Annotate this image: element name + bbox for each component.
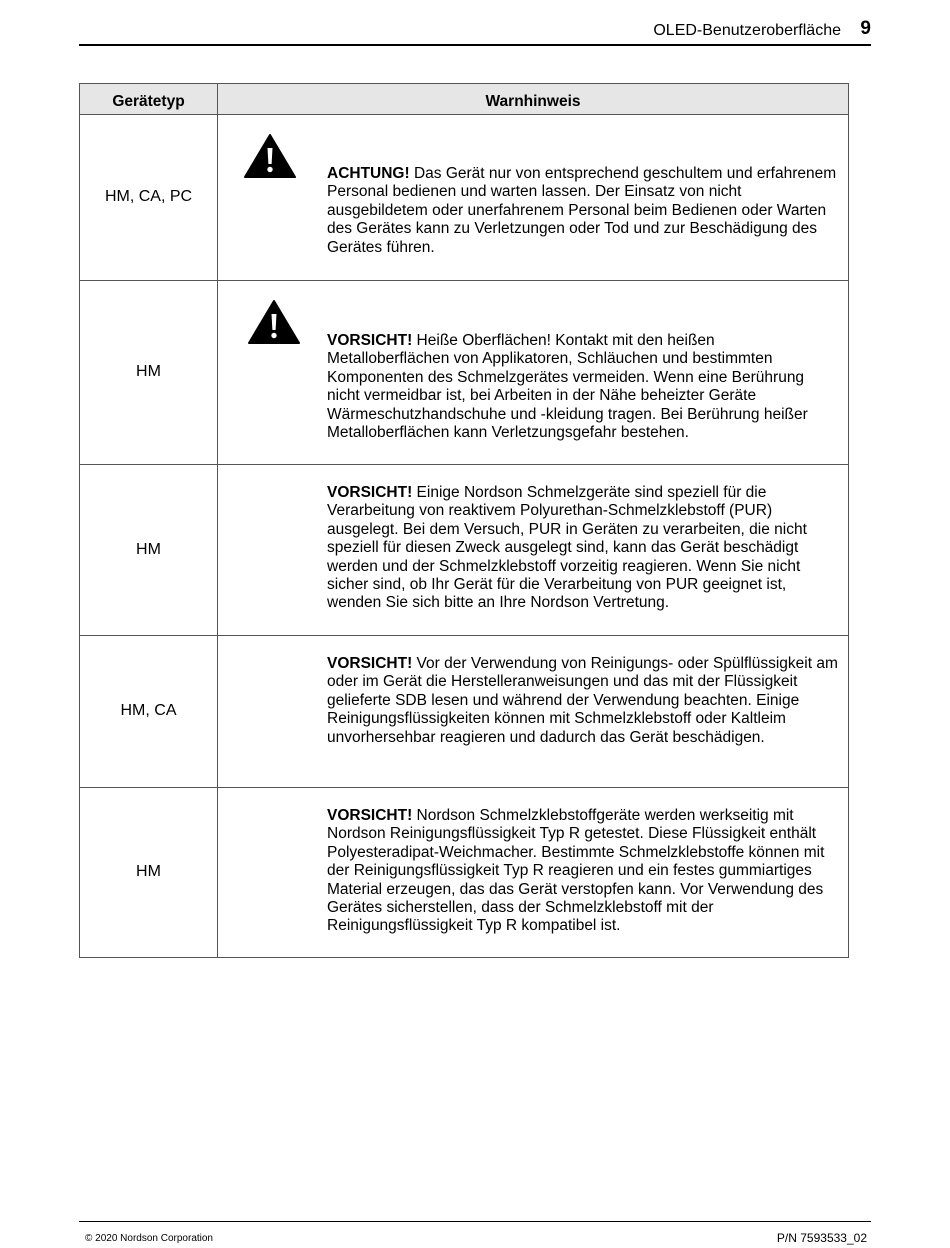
table-header-row <box>80 84 849 115</box>
warning-body: Heiße Oberflächen! Kontakt mit den heißen Metalloberflächen von Applikatoren, Schläuchen und bestimmten Komponenten des Schmelzgerätes vermeiden. Wenn eine Berührung nicht vermeidbar ist, bei Arbeiten in der Nähe beheizter Geräte Wärmeschutzhandschuhe und -kleidung tragen. Bei Berührung heißer Metalloberflächen kann Verletzungsgefahr bestehen. <box>327 332 808 442</box>
warning-triangle-icon <box>243 133 297 179</box>
warning-text <box>327 465 848 613</box>
warning-label: VORSICHT! <box>327 484 413 501</box>
warning-body: Nordson Schmelzklebstoffgeräte werden werkseitig mit Nordson Reinigungsflüssigkeit Typ R getestet. Diese Flüssigkeit enthält Polyesteradipat-Weichmacher. Bestimmte Schmelzklebstoffe können mit der Reinigungsflüssigkeit Typ R reagieren und ein festes gummiartiges Material erzeugen, das das Gerät verstopfen kann. Vor Verwendung des Gerätes sicherstellen, dass der Schmelzklebstoff mit der Reinigungsflüssigkeit Typ R kompatibel ist. <box>327 807 825 935</box>
device-type-cell: HM, CA, PC <box>80 115 218 281</box>
device-type-cell: HM <box>80 788 218 958</box>
device-type-cell: HM, CA <box>80 636 218 788</box>
warning-label: VORSICHT! <box>327 332 413 349</box>
column-header-warning: Warnhinweis <box>218 84 849 115</box>
page-header <box>79 18 871 46</box>
warning-cell <box>218 115 849 281</box>
header-title: OLED-Benutzeroberfläche <box>653 22 841 39</box>
warning-body: Vor der Verwendung von Reinigungs- oder Spülflüssigkeit am oder im Gerät die Herstelleranweisungen und das mit der Flüssigkeit gelieferte SDB lesen und während der Verwendung beachten. Einige Reinigungsflüssigkeiten können mit Schmelzklebstoff oder Kaltleim unvorhersehbar reagieren und dadurch das Gerät beschädigen. <box>327 655 838 746</box>
table-row <box>80 636 849 788</box>
device-type-cell: HM <box>80 465 218 636</box>
warning-label: ACHTUNG! <box>327 165 410 182</box>
page-footer <box>79 1221 871 1245</box>
copyright-text: © 2020 Nordson Corporation <box>85 1233 213 1244</box>
warning-triangle-icon <box>247 299 301 345</box>
warning-text <box>327 788 848 936</box>
warning-body: Das Gerät nur von entsprechend geschultem und erfahrenem Personal bedienen und warten lassen. Der Einsatz von nicht ausgebildetem oder unerfahrenem Personal beim Bedienen oder Warten des Gerätes kann zu Verletzungen oder Tod und zur Beschädigung des Gerätes führen. <box>327 165 837 256</box>
warning-label: VORSICHT! <box>327 807 413 824</box>
warning-cell <box>218 788 849 958</box>
warning-cell <box>218 636 849 788</box>
page-number: 9 <box>860 18 871 39</box>
warning-table <box>79 83 849 958</box>
column-header-device-type: Gerätetyp <box>80 84 218 115</box>
warning-text <box>327 636 848 747</box>
warning-cell <box>218 465 849 636</box>
warning-text <box>327 281 848 442</box>
table-row <box>80 788 849 958</box>
part-number: P/N 7593533_02 <box>776 1231 867 1245</box>
warning-cell <box>218 281 849 465</box>
table-row <box>80 281 849 465</box>
warning-body: Einige Nordson Schmelzgeräte sind speziell für die Verarbeitung von reaktivem Polyurethan-Schmelzklebstoff (PUR) ausgelegt. Bei dem Versuch, PUR in Geräten zu verarbeiten, die nicht speziell für diesen Zweck ausgelegt sind, kann das Gerät beschädigt werden und der Schmelzklebstoff vorzeitig reagieren. Wenn Sie nicht sicher sind, ob Ihr Gerät für die Verarbeitung von PUR geeignet ist, wenden Sie sich bitte an Ihre Nordson Vertretung. <box>327 484 807 612</box>
table-row <box>80 465 849 636</box>
warning-text <box>327 115 848 257</box>
device-type-cell: HM <box>80 281 218 465</box>
warning-label: VORSICHT! <box>327 655 413 672</box>
table-row <box>80 115 849 281</box>
